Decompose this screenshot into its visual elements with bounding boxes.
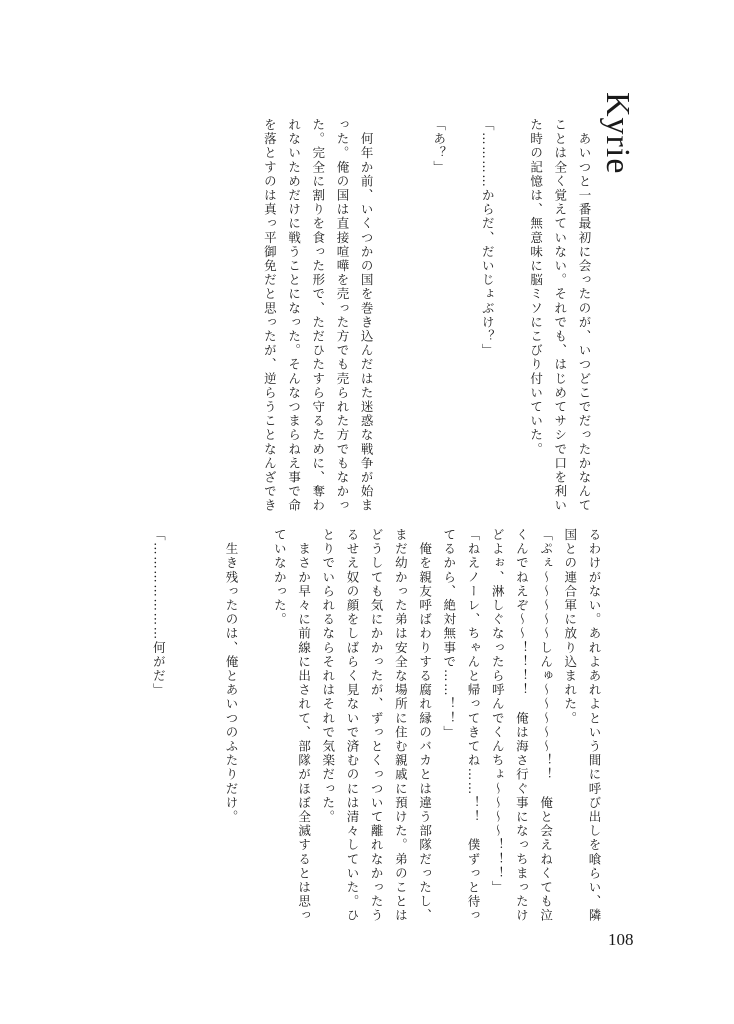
text-line <box>195 528 219 928</box>
text-line: るせえ奴の顔をしばらく見ないで済むのには清々していた。ひ <box>344 528 360 923</box>
chapter-title: Kyrie <box>599 92 636 175</box>
text-line: てるから、絶対無事で……！！」 <box>441 528 457 740</box>
text-line: 「あ？」 <box>431 118 447 175</box>
text-line: 何年か前、いくつかの国を巻き込んだはた迷惑な戦争が始ま <box>359 118 375 513</box>
text-line: 「ぷぇ～～～～～しんゅ～～～～～！！ 俺と会えねくても泣 <box>538 528 554 923</box>
text-line <box>170 528 194 928</box>
text-line: とりでいられるならそれはそれで気楽だった。 <box>320 528 336 825</box>
text-line: た。完全に割りを食った形で、ただひたすら守るために、奪わ <box>310 118 326 513</box>
text-line: 「…………からだ、だいじょぶけ？」 <box>480 118 496 358</box>
text-line: まさか早々に前線に出されて、部隊がほぼ全滅するとは思っ <box>296 528 312 923</box>
text-line: ことは全く覚えていない。それでも、はじめてサシで口を利い <box>552 118 568 513</box>
text-line: どうしても気にかかったが、ずっとくっついて離れなかったう <box>369 528 385 923</box>
text-line: 「ねえノーレ、ちゃんと帰ってきてね……！！ 僕ずっと待っ <box>465 528 481 923</box>
text-line: ていなかった。 <box>272 528 288 627</box>
text-line <box>499 118 523 518</box>
text-line: るわけがない。あれよあれよという間に呼び出しを喰らい、隣 <box>587 528 602 923</box>
text-line: れないためだけに戦うことになった。そんなつまらねえ事で命 <box>286 118 302 513</box>
text-line <box>451 118 475 518</box>
text-upper-block <box>126 118 596 518</box>
text-lower-block <box>126 528 606 928</box>
text-line: を落とすのは真っ平御免だと思ったが、逆らうことなんざでき <box>262 118 278 513</box>
text-line <box>243 528 267 928</box>
page-number: 108 <box>608 930 634 949</box>
text-line: 「…………………何がだ」 <box>151 528 167 698</box>
text-line: 俺を親友呼ばわりする腐れ縁のバカとは違う部隊だったし、 <box>417 528 433 923</box>
text-line: 国との連合軍に放り込まれた。 <box>562 528 578 726</box>
text-line: あいつと一番最初に会ったのが、いつどこでだったかなんて <box>577 118 592 513</box>
text-line: た時の記憶は、無意味に脳ミソにこびり付いていた。 <box>528 118 544 457</box>
text-line: まだ幼かった弟は安全な場所に住む親戚に預けた。弟のことは <box>393 528 409 923</box>
text-line: どよぉ、淋しぐなったら呼んでくんちょ～～～～！！！」 <box>490 528 506 895</box>
text-line <box>378 118 402 518</box>
text-line: 生き残ったのは、俺とあいつのふたりだけ。 <box>223 528 239 825</box>
text-line <box>402 118 426 518</box>
text-line: った。俺の国は直接喧嘩を売った方でも売られた方でもなかっ <box>334 118 350 513</box>
text-line: くんでねえぞ～～！！！！ 俺は海さ行ぐ事になっちまったけ <box>514 528 530 923</box>
